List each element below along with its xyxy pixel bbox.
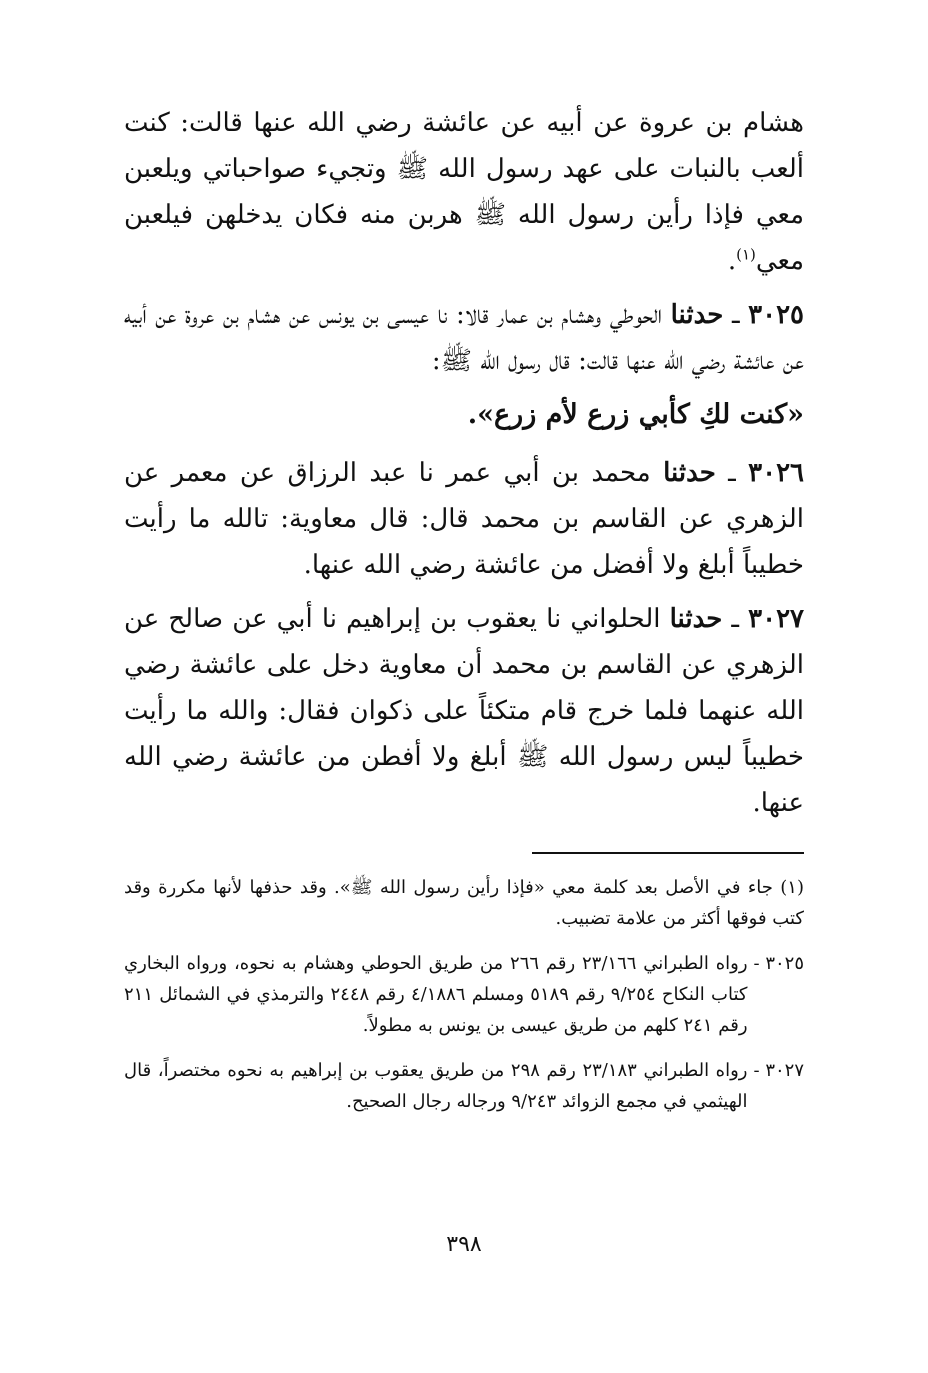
source-note-text: رواه الطبراني ٢٣/١٦٦ رقم ٢٦٦ من طريق الحوطي وهشام به نحوه، ورواه البخاري كتاب النكاح ٩/٢٥٤ رقم ٥١٨٩ ومسلم ٤/١٨٨٦ رقم ٢٤٤٨ والترمذي في الشمائل ٢١١ رقم ٢٤١ كلهم من طريق عيسى بن يونس به مطولاً. [124,953,748,1036]
source-note-3027 [124,1055,804,1117]
hadith-saying: «كنت لكِ كأبي زرع لأم زرع». [467,399,804,430]
intro-end: . [727,246,737,276]
intro-paragraph [124,100,804,284]
hadith-number: ٣٠٢٥ [748,300,805,330]
hadith-keyword: حدثنا [669,604,723,634]
hadith-3025: ٣٠٢٥ ـ حدثنا الحوطي وهشام بن عمار قالا: نا عيسى بن يونس عن هشام بن عروة عن أبيه عن عائشة رضي الله عنها قالت: قال رسول الله ﷺ: [124,300,805,376]
hadith-3026: ٣٠٢٦ ـ حدثنا محمد بن أبي عمر نا عبد الرزاق عن معمر عن الزهري عن القاسم بن محمد قال: قال معاوية: تالله ما رأيت خطيباً أبلغ ولا أفضل من عائشة رضي الله عنها. [124,458,805,580]
hadith-text: الحوطي وهشام بن عمار قالا: نا عيسى بن يونس عن هشام بن عروة عن أبيه عن عائشة رضي الله عنها قالت: قال رسول الله ﷺ: [124,300,804,376]
footnote-ref: (١) [736,245,756,264]
hadith-number: ٣٠٢٧ [748,604,804,634]
footnotes [124,872,804,1131]
page-number: ٣٩٨ [446,1232,482,1257]
footnote-1: (١) جاء في الأصل بعد كلمة معي «فإذا رأين رسول الله ﷺ». وقد حذفها لأنها مكررة وقد كتب فوقها أكثر من علامة تضبيب. [124,877,804,929]
hadith-3027: ٣٠٢٧ ـ حدثنا الحلواني نا يعقوب بن إبراهيم نا أبي عن صالح عن الزهري عن القاسم بن محمد أن معاوية دخل على عائشة رضي الله عنهما فلما خرج قام متكئاً على ذكوان فقال: والله ما رأيت خطيباً ليس رسول الله ﷺ أبلغ ولا أفطن من عائشة رضي الله عنها. [124,604,804,818]
footnote-divider [532,852,804,854]
hadith-number: ٣٠٢٦ [748,458,805,488]
source-note-number: ٣٠٢٧ - [753,1060,804,1081]
hadith-text: محمد بن أبي عمر نا عبد الرزاق عن معمر عن الزهري عن القاسم بن محمد قال: قال معاوية: تالله ما رأيت خطيباً أبلغ ولا أفضل من عائشة رضي الله عنها. [124,458,804,580]
source-note-3025 [124,948,804,1041]
hadith-keyword: حدثنا [670,300,724,330]
source-note-number: ٣٠٢٥ - [753,953,804,974]
source-note-text: رواه الطبراني ٢٣/١٨٣ رقم ٢٩٨ من طريق يعقوب بن إبراهيم به نحوه مختصراً، قال الهيثمي في مجمع الزوائد ٩/٢٤٣ ورجاله رجال الصحيح. [124,1060,748,1112]
hadith-text: الحلواني نا يعقوب بن إبراهيم نا أبي عن صالح عن الزهري عن القاسم بن محمد أن معاوية دخل على عائشة رضي الله عنهما فلما خرج قام متكئاً على ذكوان فقال: والله ما رأيت خطيباً ليس رسول الله ﷺ أبلغ ولا أفطن من عائشة رضي الله عنها. [124,604,804,818]
hadith-keyword: حدثنا [663,458,716,488]
intro-text: هشام بن عروة عن أبيه عن عائشة رضي الله عنها قالت: كنت ألعب بالنبات على عهد رسول الله ﷺ وتجيء صواحباتي ويلعبن معي فإذا رأين رسول الله ﷺ هربن منه فكان يدخلهن فيلعبن معي [124,108,804,276]
main-text [124,100,804,834]
